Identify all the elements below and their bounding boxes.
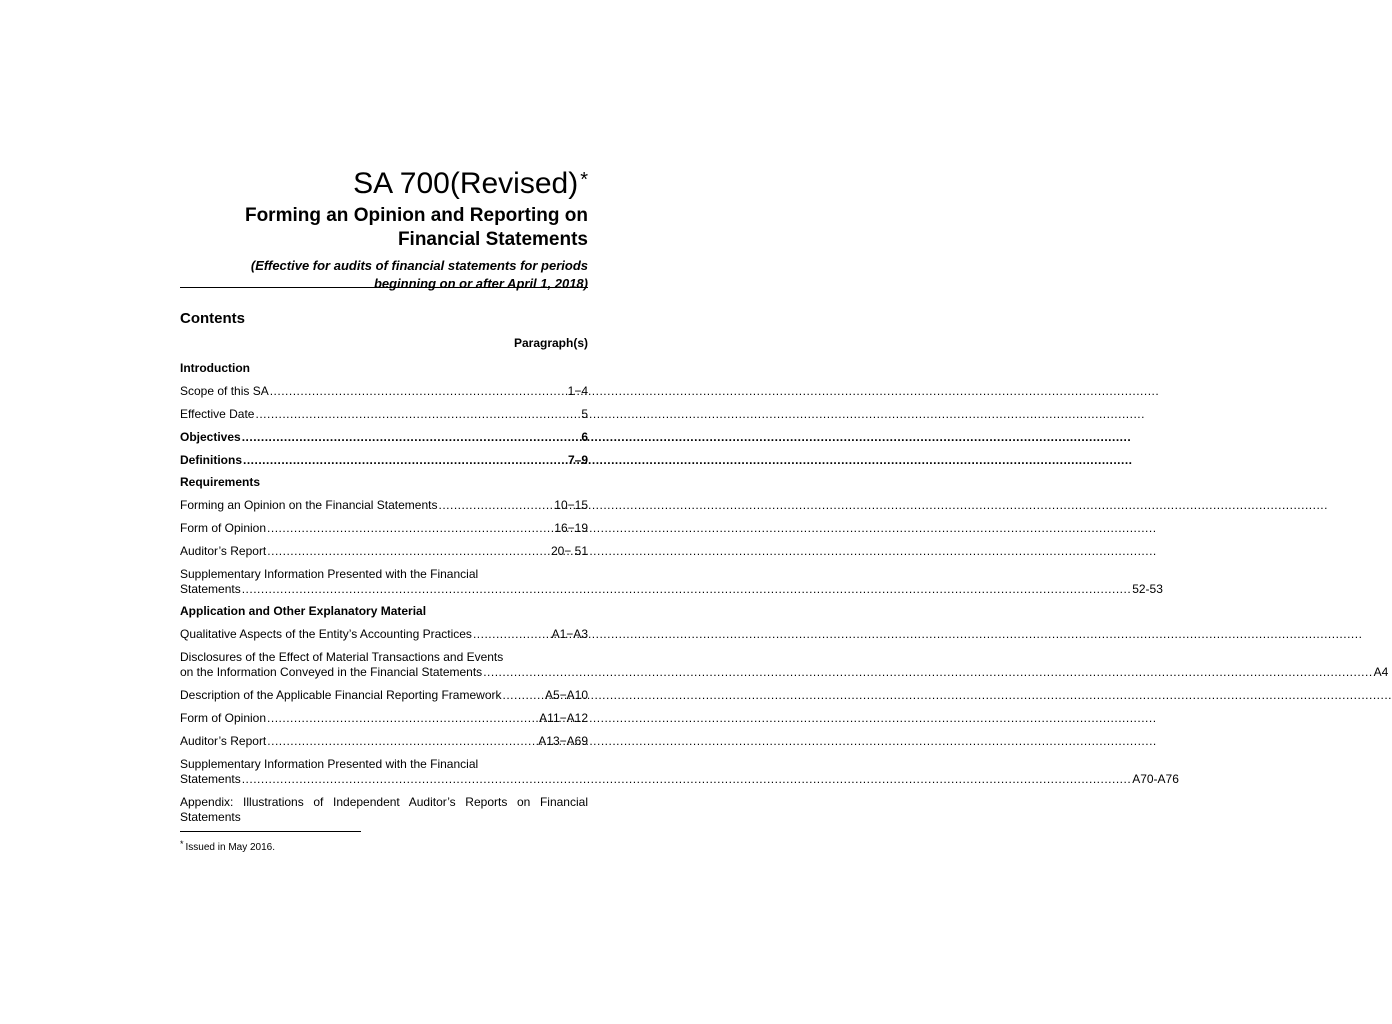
document-header [180,164,588,293]
toc-entry-app-auditors-report[interactable] [180,734,588,749]
toc-label-line-2: on the Information Conveyed in the Financial Statements [180,665,483,679]
toc-label-line-2-row [180,582,1163,597]
section-requirements: Requirements [180,475,261,489]
toc-entry-objectives[interactable] [180,430,588,445]
toc-label: Auditor’s Report [180,734,267,748]
toc-paragraph-number: 20− 51 [550,544,588,558]
toc-paragraph-number: 7–9 [567,453,588,467]
toc-multiline-label [180,567,1163,597]
toc-paragraph-number: A5−A10 [544,688,588,702]
dot-leader [242,772,1131,787]
toc-label: Forming an Opinion on the Financial Statements [180,498,438,512]
dot-leader [473,627,551,642]
toc-entry-disclosures[interactable] [180,650,1389,680]
dot-leader [503,688,544,703]
contents-heading: Contents [180,310,245,327]
toc-label-line-1: Supplementary Information Presented with the Financial [180,757,479,771]
subtitle-line-1: Forming an Opinion and Reporting on [244,205,588,226]
footnote-divider [180,831,361,832]
toc-label: Scope of this SA [180,384,269,398]
toc-entry-app-supplementary-info[interactable] [180,757,1179,787]
toc-label-line-2: Statements [180,582,241,596]
toc-label: Form of Opinion [180,711,267,725]
toc-entry-definitions[interactable] [180,453,588,468]
toc-entry-qualitative-aspects[interactable] [180,627,588,642]
toc-label-line-1: Supplementary Information Presented with the Financial [180,567,479,581]
title-footnote-mark[interactable]: * [580,169,588,191]
toc-paragraph-number: 6 [581,430,588,444]
footnote-text: Issued in May 2016. [185,842,276,853]
dot-leader [270,384,567,399]
toc-label: Description of the Applicable Financial Reporting Framework [180,688,502,702]
toc-paragraph-number: 52-53 [1132,582,1163,596]
toc-label: Effective Date [180,407,255,421]
toc-label: Definitions [180,453,242,467]
toc-paragraph-number: A70-A76 [1132,772,1179,786]
toc-multiline-label [180,650,1388,680]
toc-entry-auditors-report[interactable] [180,544,588,559]
footnote-mark: * [180,839,184,849]
title-text: SA 700(Revised) [353,167,579,200]
dot-leader [243,453,567,468]
subtitle-line-2: Financial Statements [397,229,588,250]
toc-entry-supplementary-info[interactable] [180,567,1163,597]
toc-label: Auditor’s Report [180,544,267,558]
toc-entry-reporting-framework[interactable] [180,688,588,703]
dot-leader [242,430,581,445]
standard-subtitle [180,204,588,252]
dot-leader [267,521,553,536]
toc-label-line-2-row [180,772,1179,787]
dot-leader [242,582,1131,597]
toc-paragraph-number: 10−15 [554,498,588,512]
toc-paragraph-number: A1−A3 [551,627,588,641]
toc-label: Qualitative Aspects of the Entity’s Accounting Practices [180,627,472,641]
toc-paragraph-number: A11−A12 [539,711,588,725]
toc-label: Objectives [180,430,241,444]
effective-line-2: beginning on or after April 1, 2018) [373,276,588,291]
toc-paragraph-number: A13−A69 [538,734,588,748]
standard-title [180,164,588,204]
toc-entry-forming-opinion[interactable] [180,498,588,513]
toc-paragraph-number: A4 [1373,665,1389,679]
toc-paragraph-number: 1−4 [567,384,588,398]
toc-entry-app-form-of-opinion[interactable] [180,711,588,726]
dot-leader [267,544,550,559]
toc-entry-effective-date[interactable] [180,407,588,422]
toc-label: Form of Opinion [180,521,267,535]
toc-paragraph-number: 16−19 [554,521,588,535]
toc-label-line-1: Disclosures of the Effect of Material Transactions and Events [180,650,504,664]
toc-paragraph-number: 5 [581,407,588,421]
toc-label-line-2: Statements [180,772,241,786]
section-application-material: Application and Other Explanatory Material [180,604,427,618]
paragraphs-column-heading: Paragraph(s) [513,336,588,350]
dot-leader [267,734,537,749]
toc-multiline-label [180,757,1179,787]
toc-entry-scope[interactable] [180,384,588,399]
dot-leader [438,498,553,513]
dot-leader [255,407,580,422]
footnote [180,839,276,853]
table-of-contents [180,358,1389,825]
effective-line-1: (Effective for audits of financial statements for periods [250,258,588,273]
dot-leader [483,665,1372,680]
header-divider [180,287,588,288]
toc-entry-appendix[interactable]: Appendix: Illustrations of Independent Auditor’s Reports on Financial Statements [180,795,588,824]
dot-leader [267,711,538,726]
section-introduction: Introduction [180,361,250,375]
toc-entry-form-of-opinion[interactable] [180,521,588,536]
toc-label-line-2-row [180,665,1388,680]
